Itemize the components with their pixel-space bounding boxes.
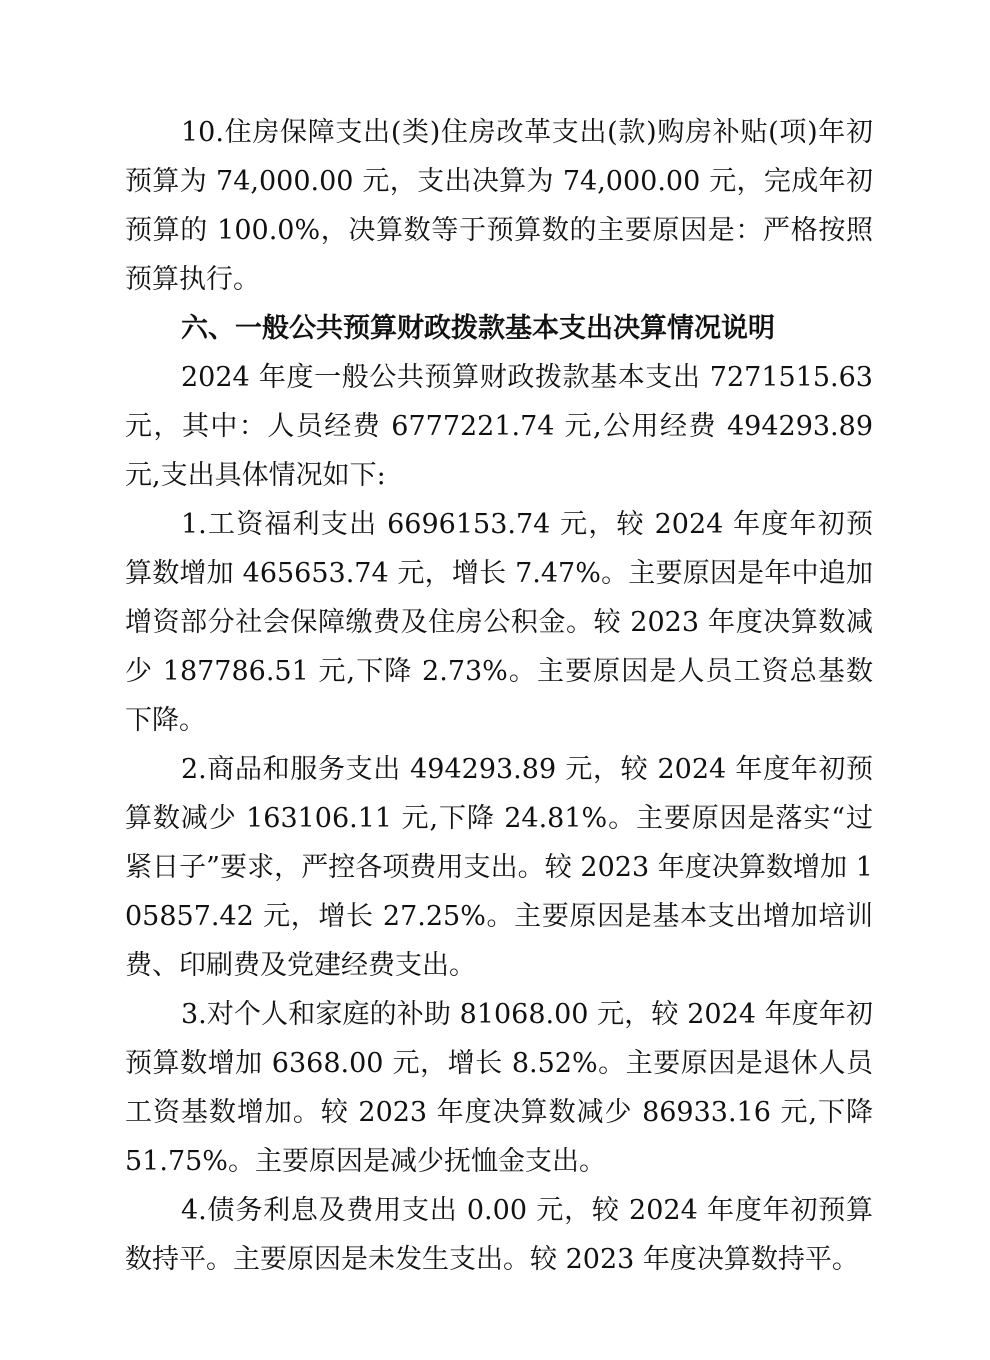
section-heading-basic-expenditure: 六、一般公共预算财政拨款基本支出决算情况说明: [181, 313, 775, 344]
paragraph-item-goods-services: 2.商品和服务支出 494293.89 元，较 2024 年度年初预算数减少 163106.11 元,下降 24.81%。主要原因是落实“过紧日子”要求，严控各项费用支出。较 2023 年度决算数增加 105857.42 元，增长 27.25%。主要原因是基本支出增加培训费、印刷费及党建经费支出。: [125, 754, 873, 981]
paragraph-basic-expenditure-intro: 2024 年度一般公共预算财政拨款基本支出 7271515.63 元，其中：人员经费 6777221.74 元,公用经费 494293.89 元,支出具体情况如下:: [125, 362, 873, 491]
paragraph-housing-subsidy: 10.住房保障支出(类)住房改革支出(款)购房补贴(项)年初预算为 74,000.00 元，支出决算为 74,000.00 元，完成年初预算的 100.0%，决算数等于预算数的主要原因是：严格按照预算执行。: [125, 117, 873, 295]
paragraph-item-debt-interest: 4.债务利息及费用支出 0.00 元，较 2024 年度年初预算数持平。主要原因是未发生支出。较 2023 年度决算数持平。: [125, 1195, 873, 1275]
document-page: [125, 108, 873, 1284]
paragraph-item-personal-family-subsidy: 3.对个人和家庭的补助 81068.00 元，较 2024 年度年初预算数增加 6368.00 元，增长 8.52%。主要原因是退休人员工资基数增加。较 2023 年度决算数减少 86933.16 元,下降 51.75%。主要原因是减少抚恤金支出。: [125, 999, 873, 1177]
paragraph-item-salary-welfare: 1.工资福利支出 6696153.74 元，较 2024 年度年初预算数增加 465653.74 元，增长 7.47%。主要原因是年中追加增资部分社会保障缴费及住房公积金。较 2023 年度决算数减少 187786.51 元,下降 2.73%。主要原因是人员工资总基数下降。: [125, 509, 873, 736]
